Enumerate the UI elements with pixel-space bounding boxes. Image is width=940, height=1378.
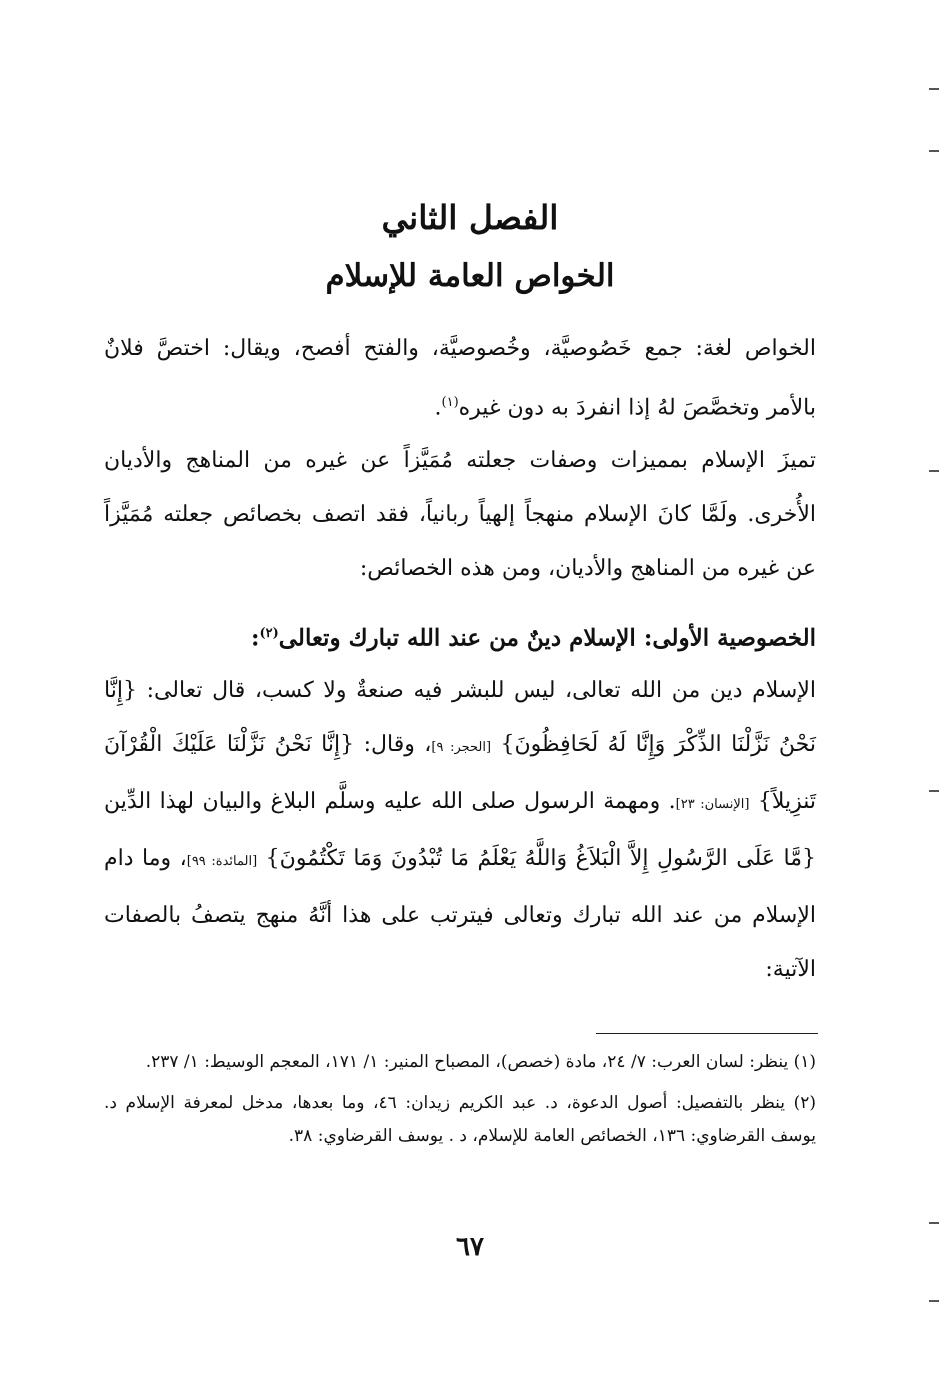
footnote-2: (٢) ينظر بالتفصيل: أصول الدعوة، د. عبد الكريم زيدان: ٤٦، وما بعدها، مدخل لمعرفة الإسلام د. يوسف القرضاوي: ١٣٦، الخصائص العامة للإسلام، د . يوسف القرضاوي: ٣٨. [104, 1093, 816, 1146]
scan-mark [929, 150, 939, 152]
subheading-end: : [250, 624, 260, 652]
footnote-1: (١) ينظر: لسان العرب: ٧/ ٢٤، مادة (خصص)، المصباح المنير: ١/ ١٧١، المعجم الوسيط: ١/ ٢٣٧. [145, 1052, 816, 1072]
quran-verse-2: {إِنَّا نَحْنُ نَزَّلْنَا عَلَيْكَ الْقُرْآنَ تَنزِيلاً} [104, 732, 816, 814]
verse-reference-3: [المائدة: ٩٩] [186, 854, 258, 869]
paragraph-divine-origin [104, 664, 852, 997]
paragraph-definition-end: . [434, 395, 442, 421]
subheading-first-characteristic [104, 604, 816, 669]
scan-mark [929, 790, 939, 792]
paragraph-definition [104, 322, 852, 435]
quran-verse-3: {مَّا عَلَى الرَّسُولِ إِلاَّ الْبَلاَغُ وَاللَّهُ يَعْلَمُ مَا تُبْدُونَ وَمَا تَكْتُمُونَ} [265, 846, 816, 871]
paragraph-mid-2: . ومهمة الرسول صلى الله عليه وسلَّم البلاغ والبيان لهذا الدِّين [104, 789, 676, 814]
verse-reference-2: [الإنسان: ٢٣] [675, 797, 750, 812]
footnote-ref-1: (١) [441, 395, 459, 410]
section-title: الخواص العامة للإسلام [325, 258, 615, 294]
paragraph-distinction: تميزَ الإسلام بمميزات وصفات جعلته مُمَيَّزاً عن غيره من المناهج والأديان الأُخرى. ولَمَّا كانَ الإسلام منهجاً إلهياً ربانياً، فقد اتصف بخصائص جعلته مُمَيَّزاً عن غيره من المناهج والأديان، ومن هذه الخصائص: [104, 448, 816, 581]
scan-mark [929, 88, 939, 90]
scan-mark [929, 470, 939, 472]
subheading-text: الخصوصية الأولى: الإسلام دينٌ من عند الله تبارك وتعالى [278, 624, 816, 652]
paragraph-end: ، وما دام الإسلام من عند الله تبارك وتعالى فيترتب على هذا أنَّهُ منهج يتصفُ بالصفات الآتية: [104, 846, 816, 982]
verse-reference-1: [الحجر: ٩] [431, 740, 492, 755]
scan-mark [929, 1222, 939, 1224]
footnotes [104, 1046, 816, 1161]
footnote-ref-2: (٢) [259, 626, 279, 641]
paragraph-mid-1: ، وقال: [363, 732, 432, 757]
footnote-divider [596, 1033, 818, 1034]
paragraph-intro: الإسلام دين من الله تعالى، ليس للبشر فيه صنعةٌ ولا كسب، قال تعالى: [146, 678, 816, 703]
scan-mark [929, 1300, 939, 1302]
quran-verse-1: {إِنَّا نَحْنُ نَزَّلْنَا الذِّكْرَ وَإِنَّا لَهُ لَحَافِظُونَ} [104, 678, 816, 757]
page-number: ٦٧ [456, 1232, 484, 1262]
chapter-title: الفصل الثاني [381, 198, 559, 237]
paragraph-definition-text: الخواص لغة: جمع خَصُوصيَّة، وخُصوصيَّة، والفتح أفصح، ويقال: اختصَّ فلانٌ بالأمر وتخصَّصَ لهُ إذا انفردَ به دون غيره [104, 336, 816, 421]
